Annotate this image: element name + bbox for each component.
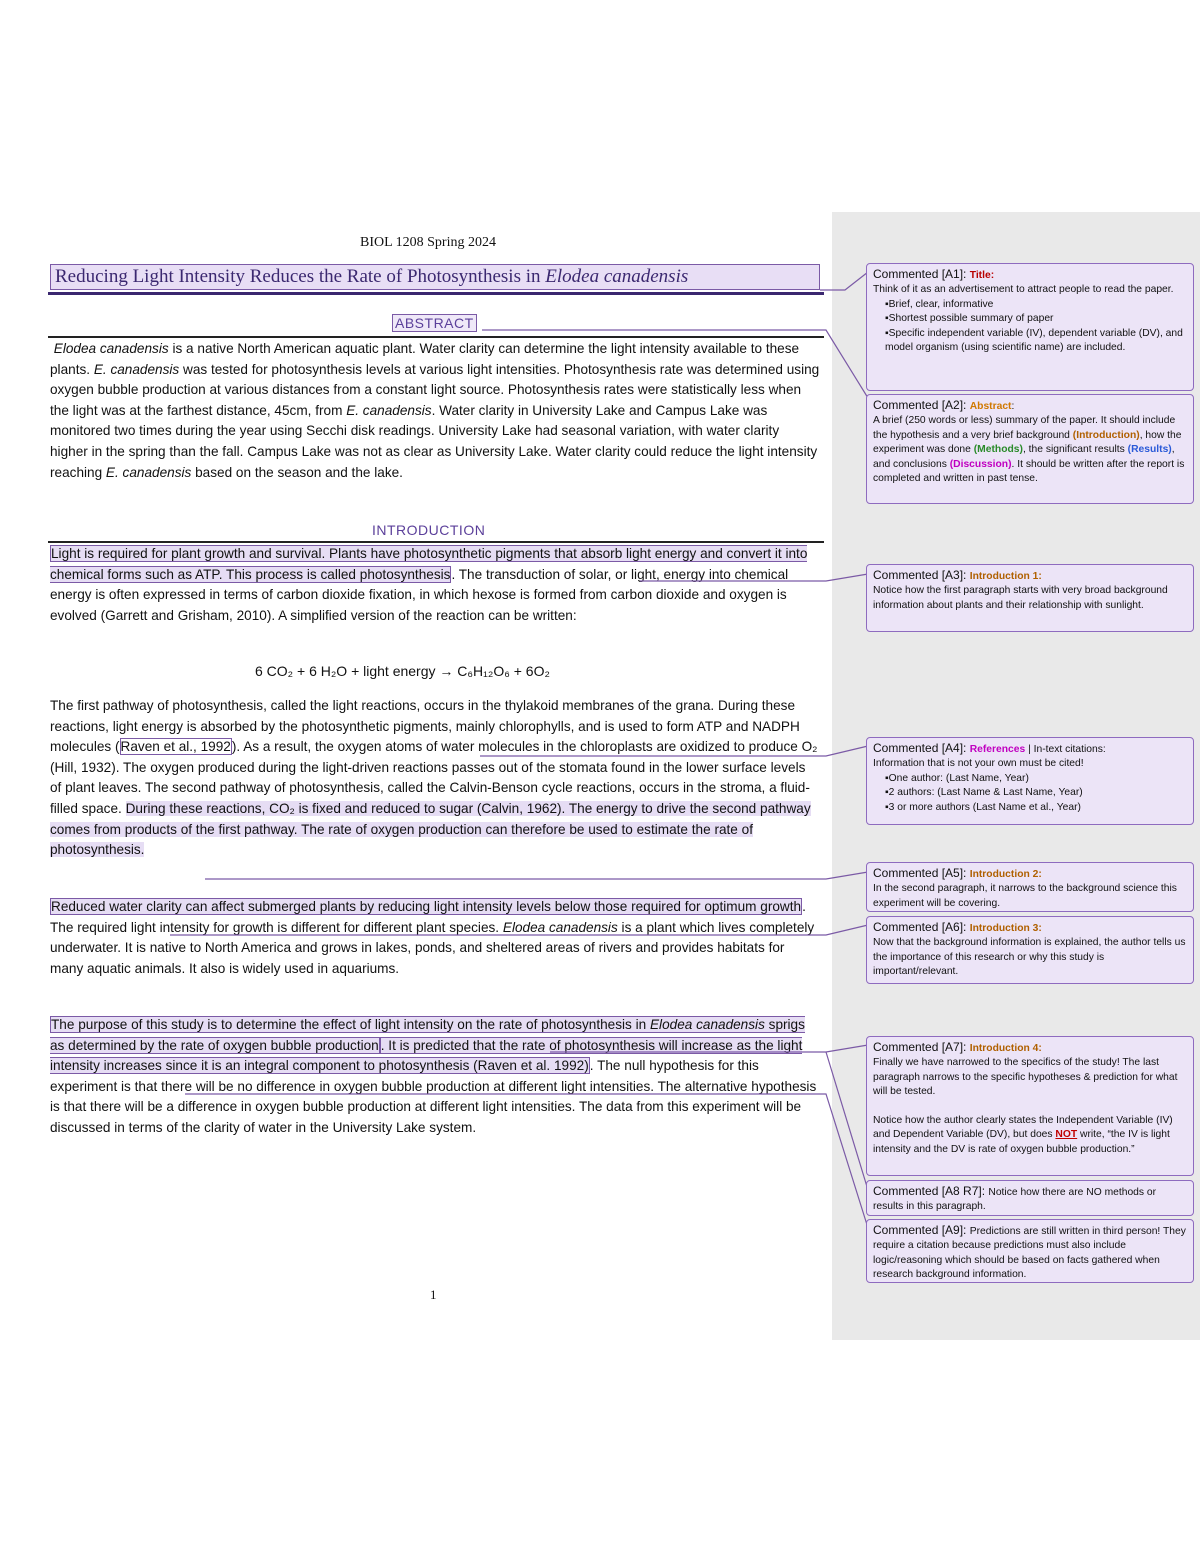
- comment-a3-tag: Introduction 1:: [969, 571, 1042, 582]
- comment-a7-not: NOT: [1055, 1129, 1078, 1141]
- comment-a1-bullet-1: ▪Brief, clear, informative: [885, 298, 994, 310]
- comment-a2-text-5: . It should be written after the report is completed and written in past tense.: [873, 458, 1185, 485]
- commented-range-a5[interactable]: During these reactions, CO₂ is fixed and reduced to sugar (Calvin, 1962). The energy to drive the second pathway comes from products of the first pathway. The rate of oxygen production can therefore be used to estimate the rate of photosynthesis.: [50, 800, 811, 858]
- comment-a3-text: Notice how the first paragraph starts with very broad background information about plants and their relationship with sunlight.: [873, 585, 1168, 611]
- comment-a1-tag: Title:: [969, 270, 995, 281]
- comment-a4-tag: References: [969, 744, 1026, 755]
- comment-a2-text-4: , and conclusions: [873, 444, 1175, 470]
- comment-a2-text-1: A brief (250 words or less) summary of the paper. It should include the hypothesis and a very brief background: [873, 415, 1176, 441]
- comment-a6-author: Commented [A6]:: [873, 920, 970, 934]
- connector-a2: [482, 330, 868, 398]
- abstract-species-2: E. canadensis: [93, 361, 180, 377]
- intro-p2-text-a: The first pathway of photosynthesis, called the light reactions, occurs in the thylakoid membranes of the grana. During these reactions, light energy is absorbed by the photosynthetic pigments, mainly chlorophylls, and is used to form ATP and NADPH molecules (: [50, 698, 800, 755]
- comment-a2-text-3: , the significant results: [1022, 444, 1128, 456]
- comment-a2[interactable]: [866, 394, 1194, 504]
- comment-a2-results: (Results): [1127, 444, 1172, 456]
- comment-a9-author: Commented [A9]:: [873, 1223, 970, 1237]
- document-header: BIOL 1208 Spring 2024: [360, 235, 496, 250]
- comment-a8-author: Commented [A8 R7]:: [873, 1184, 989, 1198]
- abstract-text-4: based on the season and the lake.: [191, 464, 403, 480]
- comment-a1-text: Think of it as an advertisement to attract people to read the paper.: [873, 284, 1174, 296]
- photosynthesis-equation: 6 CO₂ + 6 H₂O + light energy → C₆H₁₂O₆ + 6O₂: [255, 663, 550, 679]
- comment-a4-bullet-3: ▪3 or more authors (Last Name et al., Year): [885, 801, 1081, 813]
- commented-range-a6[interactable]: Reduced water clarity can affect submerged plants by reducing light intensity levels below those required for optimum growth: [51, 899, 802, 914]
- comment-a2-discussion: (Discussion): [949, 458, 1012, 470]
- comment-a7-tag: Introduction 4:: [969, 1043, 1042, 1054]
- intro-p4-text-c: . The null hypothesis for this experiment is that there will be no difference in oxygen bubble production at different light intensities. The alternative hypothesis is that there will be a difference in oxygen bubble production at different light intensities. The data from this experiment will be discussed in terms of the clarity of water in the University Lake system.: [50, 1058, 817, 1135]
- abstract-heading[interactable]: ABSTRACT: [392, 314, 477, 332]
- comment-a5-tag: Introduction 2:: [969, 869, 1042, 880]
- abstract-species-4: E. canadensis: [105, 464, 192, 480]
- connector-a4: [480, 746, 868, 756]
- comment-a4[interactable]: [866, 737, 1194, 825]
- comment-a7[interactable]: [866, 1036, 1194, 1176]
- introduction-heading: INTRODUCTION: [372, 522, 486, 538]
- comment-a2-author: Commented [A2]:: [873, 398, 970, 412]
- connector-a6: [170, 925, 868, 935]
- abstract-text-1: is a native North American aquatic plant. Water clarity can determine the light intensity available to these plants.: [50, 341, 800, 377]
- comment-a7-text-3: write, “the IV is light intensity and the DV is rate of oxygen bubble production.”: [873, 1129, 1170, 1155]
- commented-range-a9[interactable]: . It is predicted that the rate of photosynthesis will increase as the light intensity increases since it is an integral component to photosynthesis (Raven et al. 1992): [50, 1037, 803, 1074]
- comment-a3[interactable]: [866, 564, 1194, 632]
- comment-a2-text-2: , how the experiment was done: [873, 429, 1182, 456]
- abstract-species-1: Elodea canadensis: [53, 341, 169, 356]
- comment-a1-author: Commented [A1]:: [873, 267, 970, 281]
- comment-a2-tag: Abstract: [969, 401, 1012, 412]
- comment-a3-author: Commented [A3]:: [873, 568, 970, 582]
- comment-a1[interactable]: [866, 263, 1194, 391]
- comment-a4-author: Commented [A4]:: [873, 741, 970, 755]
- abstract-text-3: . Water clarity in University Lake and Campus Lake was monitored two times during the year using Secchi disk readings. University Lake had seasonal variation, with water clarity higher in the spring than the fall. Campus Lake was not as clear as University Lake. Water clarity could reduce the light intensity reaching: [50, 402, 818, 480]
- comment-a9-text: Predictions are still written in third person! They require a citation because predictions must also include logic/reasoning which should be based on facts gathered when research background information.: [873, 1226, 1186, 1281]
- title-species: Elodea canadensis: [545, 266, 689, 287]
- connector-a5: [205, 872, 868, 879]
- connector-a8: [826, 1052, 868, 1190]
- page-number: 1: [430, 1287, 437, 1302]
- comment-a2-intro: (Introduction): [1072, 429, 1140, 441]
- comment-a7-text-2: Notice how the author clearly states the Independent Variable (IV) and Dependent Variable (DV), but does: [873, 1115, 1173, 1141]
- abstract-text-2: was tested for photosynthesis levels at various light intensities. Photosynthesis rate was determined using oxygen bubble production at various distances from a constant light source. Photosynthesis rates were statistically less when the light was at the farthest distance, 45cm, from: [50, 361, 820, 418]
- commented-range-a3[interactable]: Light is required for plant growth and survival. Plants have photosynthetic pigments that absorb light energy and convert it into chemical forms such as ATP. This process is called photosynthesis: [50, 546, 808, 582]
- comment-a5[interactable]: [866, 862, 1194, 912]
- comment-a6-text: Now that the background information is explained, the author tells us the importance of this research or why this study is important/relevant.: [873, 937, 1186, 978]
- comment-a7-author: Commented [A7]:: [873, 1040, 970, 1054]
- intro-p4-species: Elodea canadensis: [649, 1017, 765, 1032]
- commented-range-a4[interactable]: Raven et al., 1992: [120, 739, 231, 755]
- intro-p1-text: . The transduction of solar, or light, energy into chemical energy is often expressed in terms of carbon dioxide fixation, in which hexose is formed from carbon dioxide and oxygen is evolved (Garrett and Grisham, 2010). A simplified version of the reaction can be written:: [50, 566, 789, 623]
- comment-a2-methods: (Methods): [973, 444, 1023, 456]
- comment-a1-bullet-3: ▪Specific independent variable (IV), dependent variable (DV), and model organism (using scientific name) are included.: [885, 327, 1183, 354]
- comment-a7-text: Finally we have narrowed to the specifics of the study! The last paragraph narrows to the specific hypotheses & prediction for what will be tested.: [873, 1057, 1178, 1098]
- title-text: Reducing Light Intensity Reduces the Rate of Photosynthesis in: [55, 266, 546, 287]
- abstract-species-3: E. canadensis: [346, 402, 432, 418]
- intro-p4-text-a: The purpose of this study is to determine the effect of light intensity on the rate of photosynthesis in: [51, 1017, 650, 1032]
- comment-a8[interactable]: [866, 1180, 1194, 1216]
- comment-a4-bullet-1: ▪One author: (Last Name, Year): [885, 772, 1029, 784]
- comment-a8-text: Notice how there are NO methods or results in this paragraph.: [873, 1187, 1157, 1213]
- intro-p4-text-a2: sprigs as determined by the rate of oxygen bubble production: [50, 1017, 805, 1053]
- comment-a4-text: Information that is not your own must be cited!: [873, 758, 1084, 770]
- connector-a7: [550, 1045, 868, 1052]
- comment-a5-text: In the second paragraph, it narrows to the background science this experiment will be covering.: [873, 883, 1177, 909]
- comment-a4-tag-rest: | In-text citations:: [1025, 744, 1106, 755]
- comment-a6[interactable]: [866, 916, 1194, 984]
- intro-p3-text-b: . The required light intensity for growth is different for different plant species.: [50, 899, 806, 935]
- comment-a2-colon: :: [1011, 401, 1015, 412]
- comment-a4-bullet-2: ▪2 authors: (Last Name & Last Name, Year): [885, 787, 1083, 799]
- connector-a9: [185, 1094, 868, 1228]
- intro-p2-text-b: ). As a result, the oxygen atoms of water molecules in the chloroplasts are oxidized to produce O₂ (Hill, 1932). The oxygen produced during the light-driven reactions passes out of the stomata found in the lower surface levels of plant leaves. The second pathway of photosynthesis, called the Calvin-Benson cycle reactions, occurs in the stroma, a fluid-filled space.: [50, 739, 818, 816]
- connector-a1: [820, 272, 868, 290]
- intro-p3-species: Elodea canadensis: [502, 919, 618, 935]
- comment-a5-author: Commented [A5]:: [873, 866, 970, 880]
- comment-a6-tag: Introduction 3:: [969, 923, 1042, 934]
- comment-a1-bullet-2: ▪Shortest possible summary of paper: [885, 313, 1054, 325]
- comment-a9[interactable]: [866, 1219, 1194, 1283]
- intro-p3-text-c: is a plant which lives completely underwater. It is native to North America and grows in lakes, ponds, and sheltered areas of rivers and provides habitats for many aquatic animals. It also is widely used in aquariums.: [50, 919, 815, 976]
- connector-a3: [640, 574, 868, 581]
